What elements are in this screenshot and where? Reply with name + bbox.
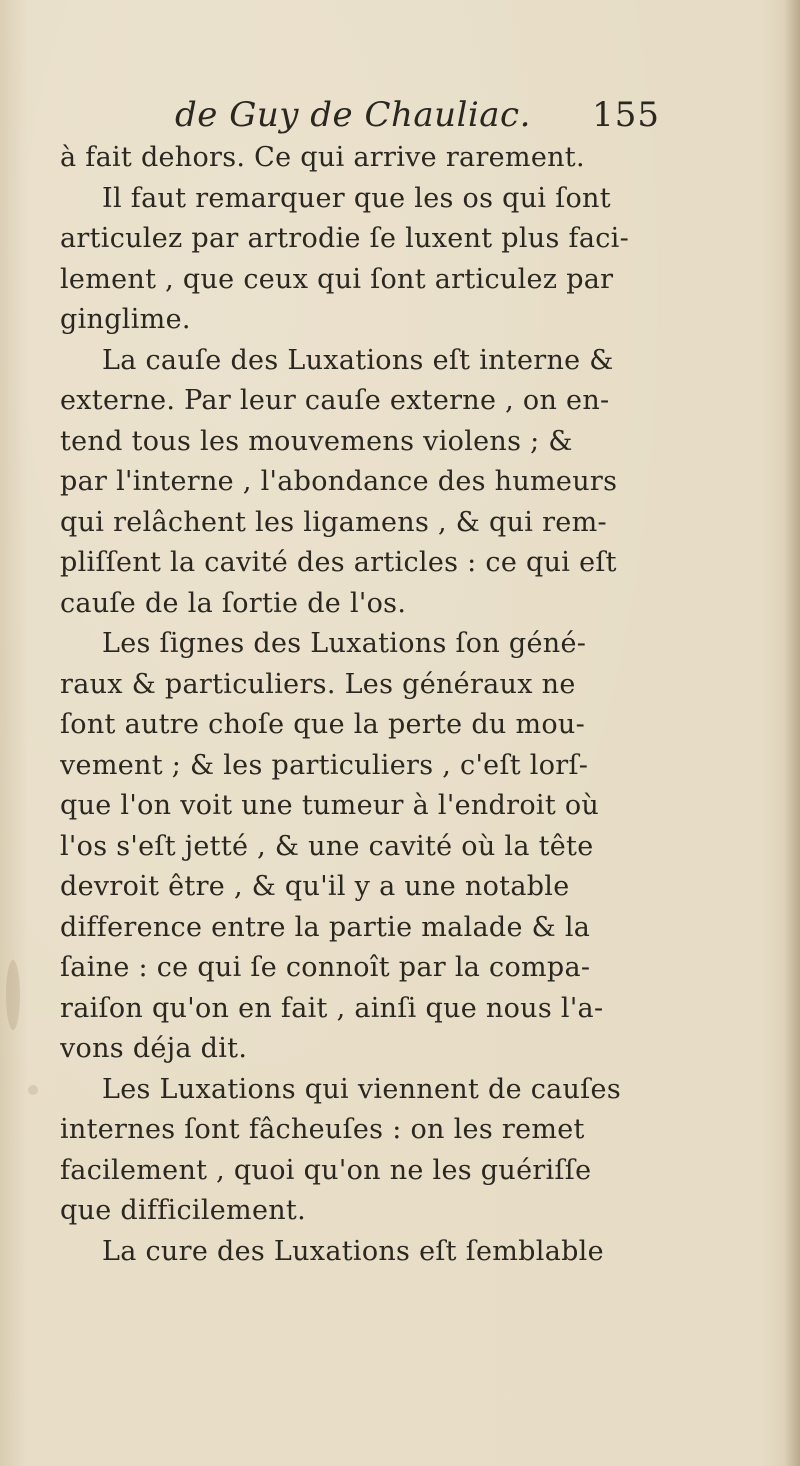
text-line: articulez par artrodie ſe luxent plus faci-: [60, 223, 630, 254]
text-line: difference entre la partie malade & la: [60, 911, 591, 943]
paragraph-start-line: Les ſignes des Luxations ſon géné-: [102, 628, 587, 659]
text-line: devroit être , & qu'il y a une notable: [60, 871, 570, 902]
paragraph-start-line: Les Luxations qui viennent de cauſes: [102, 1073, 621, 1105]
text-line: tend tous les mouvemens violens ; &: [60, 425, 573, 457]
text-line: externe. Par leur cauſe externe , on en-: [60, 385, 610, 416]
text-line: ſaine : ce qui ſe connoît par la compa-: [60, 952, 591, 983]
paragraph-start-line: La cauſe des Luxations eſt interne &: [102, 344, 614, 376]
body-text: [60, 138, 660, 1272]
paragraph-start-line: Il faut remarquer que les os qui ſont: [102, 182, 611, 214]
paragraph-start-line: La cure des Luxations eſt ſemblable: [102, 1235, 604, 1267]
text-line: ſont autre choſe que la perte du mou-: [60, 709, 586, 740]
text-line: ginglime.: [60, 304, 191, 335]
text-line: pliſſent la cavité des articles : ce qui eſt: [60, 547, 617, 578]
text-line: vons déja dit.: [60, 1033, 248, 1064]
page-number: 155: [592, 95, 660, 135]
text-line: raiſon qu'on en fait , ainſi que nous l'a-: [60, 992, 604, 1024]
text-line: que difficilement.: [60, 1195, 306, 1226]
text-line: raux & particuliers. Les généraux ne: [60, 668, 576, 700]
paper-stain: [6, 960, 20, 1030]
text-line: par l'interne , l'abondance des humeurs: [60, 466, 618, 497]
text-line: facilement , quoi qu'on ne les guériſſe: [60, 1154, 592, 1186]
text-line: vement ; & les particuliers , c'eſt lorſ-: [60, 749, 589, 781]
text-line: l'os s'eſt jetté , & une cavité où la tête: [60, 830, 594, 862]
running-title: de Guy de Chauliac.: [175, 95, 531, 135]
text-line: à fait dehors. Ce qui arrive rarement.: [60, 142, 585, 173]
paper-stain: [28, 1085, 38, 1095]
text-line: internes ſont fâcheuſes : on les remet: [60, 1114, 585, 1145]
text-line: qui relâchent les ligamens , & qui rem-: [60, 506, 607, 538]
page-edge-shadow: [784, 0, 800, 1466]
text-line: cauſe de la ſortie de l'os.: [60, 587, 407, 619]
text-line: lement , que ceux qui ſont articulez par: [60, 263, 614, 295]
text-line: que l'on voit une tumeur à l'endroit où: [60, 790, 600, 821]
